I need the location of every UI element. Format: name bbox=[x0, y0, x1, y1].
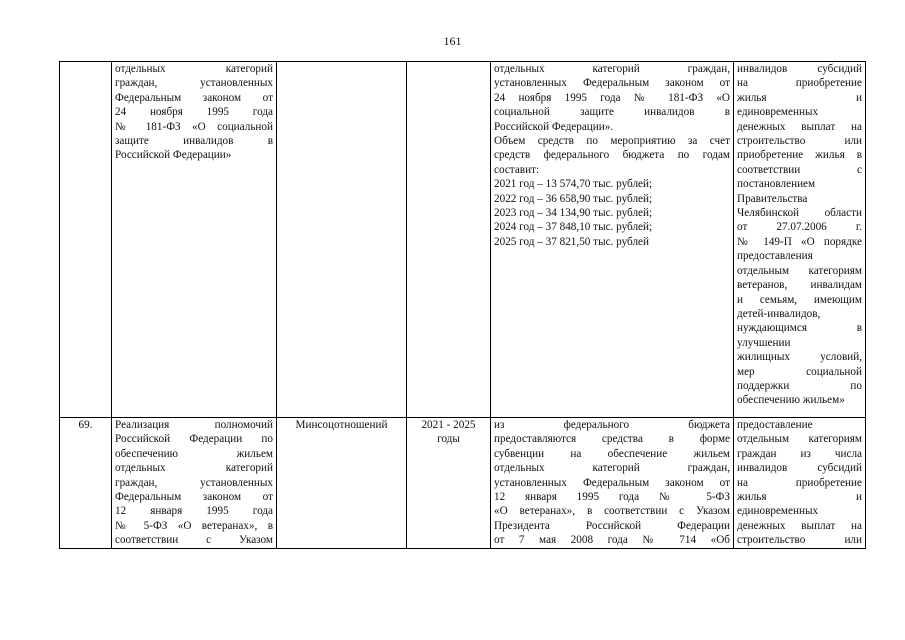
text-line: единовременных bbox=[737, 505, 819, 518]
text-line: денежных выплат на bbox=[737, 519, 862, 532]
text-line: Российской Федерации по bbox=[115, 433, 273, 446]
content-cell bbox=[491, 418, 734, 549]
text-line: инвалидов субсидий bbox=[737, 462, 862, 475]
basis-cell bbox=[734, 62, 866, 418]
text-line: мер социальной bbox=[737, 365, 862, 378]
period-cell bbox=[407, 62, 491, 418]
text-line: обеспечению жильем bbox=[115, 447, 273, 460]
text-line: граждан, установленных bbox=[115, 476, 273, 489]
text-line: № 181-ФЗ «О социальной bbox=[115, 120, 273, 133]
text-line: на приобретение bbox=[737, 77, 862, 90]
text-line: 2024 год – 37 848,10 тыс. рублей; bbox=[494, 221, 653, 234]
text-line: граждан из числа bbox=[737, 447, 862, 460]
text-line: установленных Федеральным законом от bbox=[494, 476, 730, 489]
text-line: средств федерального бюджета по годам bbox=[494, 149, 730, 162]
text-line: отдельным категориям bbox=[737, 264, 862, 277]
text-line: № 149-П «О порядке bbox=[737, 235, 862, 248]
text-line: 2021 год – 13 574,70 тыс. рублей; bbox=[494, 178, 653, 191]
period-line: годы bbox=[437, 433, 460, 446]
table-row bbox=[60, 418, 866, 549]
text-line: Российской Федерации» bbox=[115, 149, 232, 162]
basis-cell bbox=[734, 418, 866, 549]
row-number-cell bbox=[60, 62, 112, 418]
text-line: жилья и bbox=[737, 91, 862, 104]
text-line: составит: bbox=[494, 163, 540, 176]
text-line: Объем средств по мероприятию за счет bbox=[494, 135, 730, 148]
text-line: инвалидов субсидий bbox=[737, 63, 862, 75]
text-line: соответствии с Указом bbox=[115, 534, 273, 547]
text-line: Федеральным законом от bbox=[115, 491, 273, 504]
text-line: отдельным категориям bbox=[737, 433, 862, 446]
text-line: субвенции на обеспечение жильем bbox=[494, 447, 730, 460]
executor-cell: Минсоцотношений bbox=[277, 418, 407, 549]
text-line: отдельных категорий bbox=[115, 63, 273, 75]
text-line: ветеранов, инвалидам bbox=[737, 279, 862, 292]
text-line: отдельных категорий граждан, bbox=[494, 63, 730, 75]
text-line: 24 ноября 1995 года bbox=[115, 106, 273, 119]
text-line: «О ветеранах», в соответствии с Указом bbox=[494, 505, 730, 518]
text-line: № 5-ФЗ «О ветеранах», в bbox=[115, 519, 273, 532]
program-table bbox=[59, 61, 866, 549]
text-line: предоставления bbox=[737, 250, 813, 263]
text-line: приобретение жилья в bbox=[737, 149, 862, 162]
text-line: 12 января 1995 года bbox=[115, 505, 273, 518]
text-line: Федеральным законом от bbox=[115, 91, 273, 104]
text-line: защите инвалидов в bbox=[115, 135, 273, 148]
text-line: соответствии с bbox=[737, 163, 862, 176]
text-line: и семьям, имеющим bbox=[737, 293, 862, 306]
text-line: 2025 год – 37 821,50 тыс. рублей bbox=[494, 235, 649, 248]
text-line: Правительства bbox=[737, 192, 808, 205]
text-line: постановлением bbox=[737, 178, 816, 191]
text-line: от 27.07.2006 г. bbox=[737, 221, 862, 234]
text-line: установленных Федеральным законом от bbox=[494, 77, 730, 90]
text-line: нуждающимся в bbox=[737, 322, 862, 335]
row-number-cell: 69. bbox=[60, 418, 112, 549]
text-line: 24 ноября 1995 года № 181-ФЗ «О bbox=[494, 91, 730, 104]
content-cell bbox=[491, 62, 734, 418]
text-line: денежных выплат на bbox=[737, 120, 862, 133]
text-line: Реализация полномочий bbox=[115, 419, 273, 431]
text-line: жилья и bbox=[737, 491, 862, 504]
text-line: из федерального бюджета bbox=[494, 419, 730, 431]
text-line: единовременных bbox=[737, 106, 819, 119]
page-number: 161 bbox=[443, 34, 462, 48]
period-line: 2021 - 2025 bbox=[421, 419, 476, 431]
text-line: предоставление bbox=[737, 419, 813, 431]
text-line: 12 января 1995 года № 5-ФЗ bbox=[494, 491, 730, 504]
text-line: строительство или bbox=[737, 534, 862, 547]
executor-cell bbox=[277, 62, 407, 418]
period-cell bbox=[407, 418, 491, 549]
text-line: предоставляются средства в форме bbox=[494, 433, 730, 446]
text-line: на приобретение bbox=[737, 476, 862, 489]
text-line: улучшении bbox=[737, 336, 791, 349]
text-line: отдельных категорий bbox=[115, 462, 273, 475]
text-line: граждан, установленных bbox=[115, 77, 273, 90]
table-row bbox=[60, 62, 866, 418]
text-line: от 7 мая 2008 года № 714 «Об bbox=[494, 534, 730, 547]
text-line: детей-инвалидов, bbox=[737, 307, 821, 320]
text-line: обеспечению жильем» bbox=[737, 394, 845, 407]
description-cell bbox=[112, 62, 277, 418]
text-line: жилищных условий, bbox=[737, 351, 862, 364]
text-line: 2022 год – 36 658,90 тыс. рублей; bbox=[494, 192, 653, 205]
description-cell bbox=[112, 418, 277, 549]
text-line: Президента Российской Федерации bbox=[494, 519, 730, 532]
text-line: Челябинской области bbox=[737, 207, 862, 220]
text-line: отдельных категорий граждан, bbox=[494, 462, 730, 475]
text-line: поддержки по bbox=[737, 379, 862, 392]
text-line: Российской Федерации». bbox=[494, 120, 614, 133]
text-line: социальной защите инвалидов в bbox=[494, 106, 730, 119]
text-line: строительство или bbox=[737, 135, 862, 148]
text-line: 2023 год – 34 134,90 тыс. рублей; bbox=[494, 207, 653, 220]
